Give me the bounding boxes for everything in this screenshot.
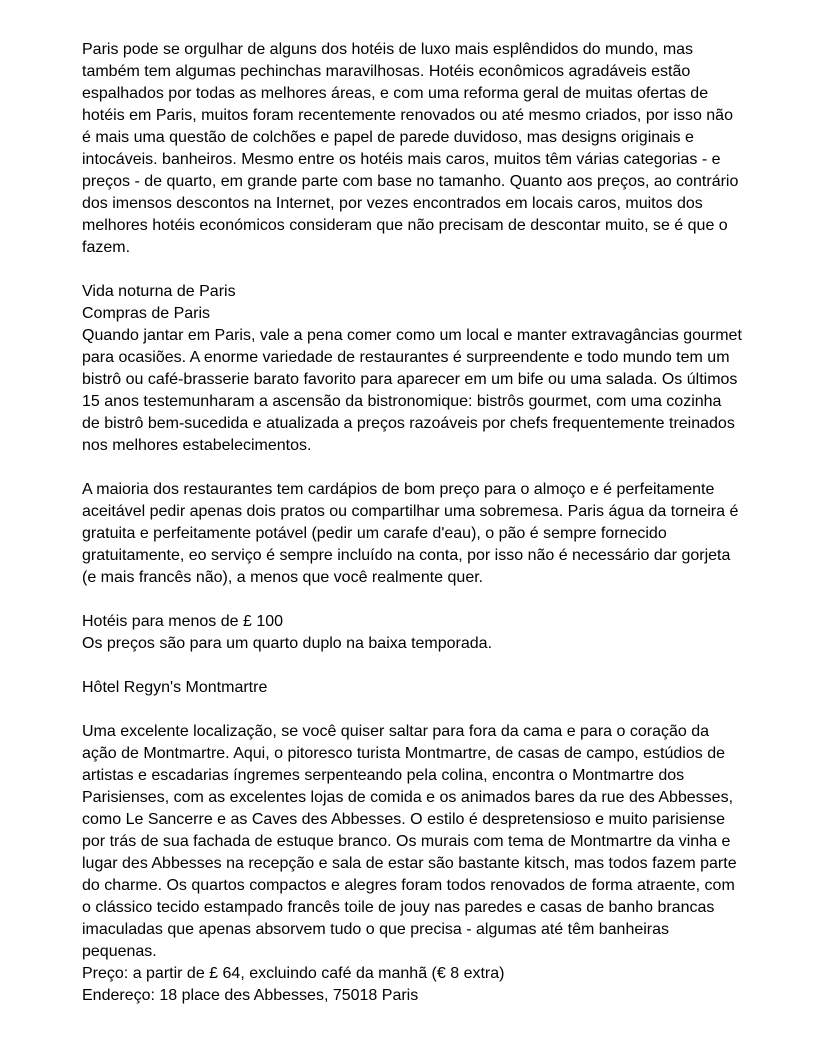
heading-shopping: Compras de Paris	[82, 305, 211, 322]
heading-nightlife: Vida noturna de Paris	[82, 283, 236, 300]
hotel-price: Preço: a partir de £ 64, excluindo café da manhã (€ 8 extra)	[82, 965, 505, 982]
spacer	[82, 655, 742, 677]
heading-hotels: Hotéis para menos de £ 100	[82, 613, 284, 630]
document-page	[82, 39, 742, 1007]
hotel-address: Endereço: 18 place des Abbesses, 75018 Paris	[82, 987, 419, 1004]
spacer	[82, 589, 742, 611]
spacer	[82, 259, 742, 281]
hotel-description: Uma excelente localização, se você quiser saltar para fora da cama e para o coração da ação de Montmartre. Aqui, o pitoresco turista Montmartre, de casas de campo, estúdios de artistas e escadarias íngremes serpenteando pela colina, encontra o Montmartre dos Parisienses, com as excelentes lojas de comida e os animados bares da rue des Abbesses, como Le Sancerre e as Caves des Abbesses. O estilo é despretensioso e muito parisiense por trás de sua fachada de estuque branco. Os murais com tema de Montmartre da vinha e lugar des Abbesses na recepção e sala de estar são bastante kitsch, mas todos fazem parte do charme. Os quartos compactos e alegres foram todos renovados de forma atraente, com o clássico tecido estampado francês toile de jouy nas paredes e casas de banho brancas imaculadas que apenas absorvem tudo o que precisa - algumas até têm banheiras pequenas.	[82, 723, 737, 960]
dining-paragraph: Quando jantar em Paris, vale a pena comer como um local e manter extravagâncias gourmet para ocasiões. A enorme variedade de restaurantes é surpreendente e todo mundo tem um bistrô ou café-brasserie barato favorito para aparecer em um bife ou uma salada. Os últimos 15 anos testemunharam a ascensão da bistronomique: bistrôs gourmet, com uma cozinha de bistrô bem-sucedida e atualizada a preços razoáveis por chefs frequentemente treinados nos melhores estabelecimentos.	[82, 327, 742, 454]
prices-note: Os preços são para um quarto duplo na baixa temporada.	[82, 635, 493, 652]
restaurants-paragraph: A maioria dos restaurantes tem cardápios de bom preço para o almoço e é perfeitamente aceitável pedir apenas dois pratos ou compartilhar uma sobremesa. Paris água da torneira é gratuita e perfeitamente potável (pedir um carafe d'eau), o pão é sempre fornecido gratuitamente, eo serviço é sempre incluído na conta, por isso não é necessário dar gorjeta (e mais francês não), a menos que você realmente quer.	[82, 481, 739, 586]
intro-paragraph: Paris pode se orgulhar de alguns dos hotéis de luxo mais esplêndidos do mundo, mas também tem algumas pechinchas maravilhosas. Hotéis econômicos agradáveis estão espalhados por todas as melhores áreas, e com uma reforma geral de muitas ofertas de hotéis em Paris, muitos foram recentemente renovados ou até mesmo criados, por isso não é mais uma questão de colchões e papel de parede duvidoso, mas designs originais e intocáveis. banheiros. Mesmo entre os hotéis mais caros, muitos têm várias categorias - e preços - de quarto, em grande parte com base no tamanho. Quanto aos preços, ao contrário dos imensos descontos na Internet, por vezes encontrados em locais caros, muitos dos melhores hotéis económicos consideram que não precisam de descontar muito, se é que o fazem.	[82, 41, 739, 256]
spacer	[82, 699, 742, 721]
hotel-name: Hôtel Regyn's Montmartre	[82, 679, 268, 696]
spacer	[82, 457, 742, 479]
